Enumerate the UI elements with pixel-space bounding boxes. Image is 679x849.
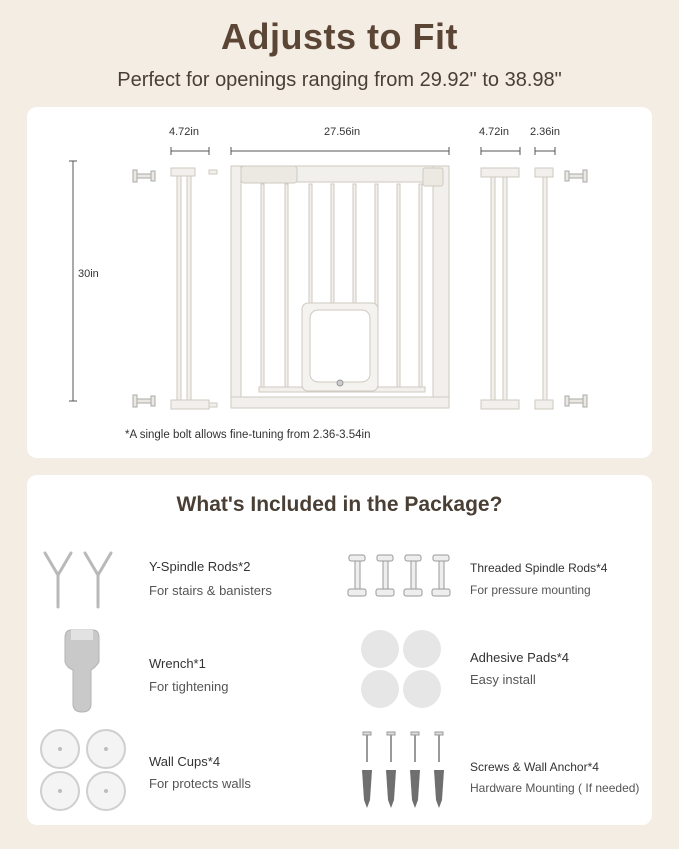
item-desc: Hardware Mounting ( If needed) [470, 781, 640, 795]
item-name: Wrench*1 [149, 656, 206, 671]
main-gate [231, 166, 449, 408]
package-card [27, 475, 652, 825]
wall-cups-icon [39, 728, 139, 818]
dimensions-card [27, 107, 652, 458]
threaded-spindle-rods-icon [345, 553, 465, 613]
left-spindle-knobs [133, 170, 155, 407]
item-desc: For tightening [149, 679, 229, 694]
item-desc: For pressure mounting [470, 583, 591, 597]
small-extension [535, 168, 553, 409]
item-name: Wall Cups*4 [149, 754, 221, 769]
item-name: Y-Spindle Rods*2 [149, 559, 251, 574]
footnote: *A single bolt allows fine-tuning from 2.36-3.54in [125, 429, 371, 441]
item-desc: Easy install [470, 672, 536, 687]
right-extension [481, 168, 519, 409]
package-title: What's Included in the Package? [176, 493, 503, 516]
gate-width-label: 27.56in [324, 126, 361, 138]
page-title: Adjusts to Fit [221, 16, 458, 57]
screws-anchors-icon [355, 730, 465, 820]
item-desc: For stairs & banisters [149, 583, 272, 598]
item-name: Adhesive Pads*4 [470, 650, 570, 665]
item-name: Threaded Spindle Rods*4 [470, 561, 608, 575]
ext-left-width-label: 4.72in [169, 126, 199, 138]
page-subtitle: Perfect for openings ranging from 29.92" to 38.98" [117, 69, 562, 91]
ext-small-width-label: 2.36in [530, 126, 560, 138]
adhesive-pads-icon [359, 628, 449, 718]
y-spindle-rods-icon [39, 545, 129, 615]
wrench-icon [55, 628, 115, 718]
item-desc: For protects walls [149, 776, 251, 791]
ext-right-width-label: 4.72in [479, 126, 509, 138]
right-spindle-knobs [565, 170, 587, 407]
left-extension [171, 168, 217, 409]
gate-diagram [27, 107, 652, 458]
item-name: Screws & Wall Anchor*4 [470, 760, 599, 774]
height-label: 30in [78, 268, 99, 280]
